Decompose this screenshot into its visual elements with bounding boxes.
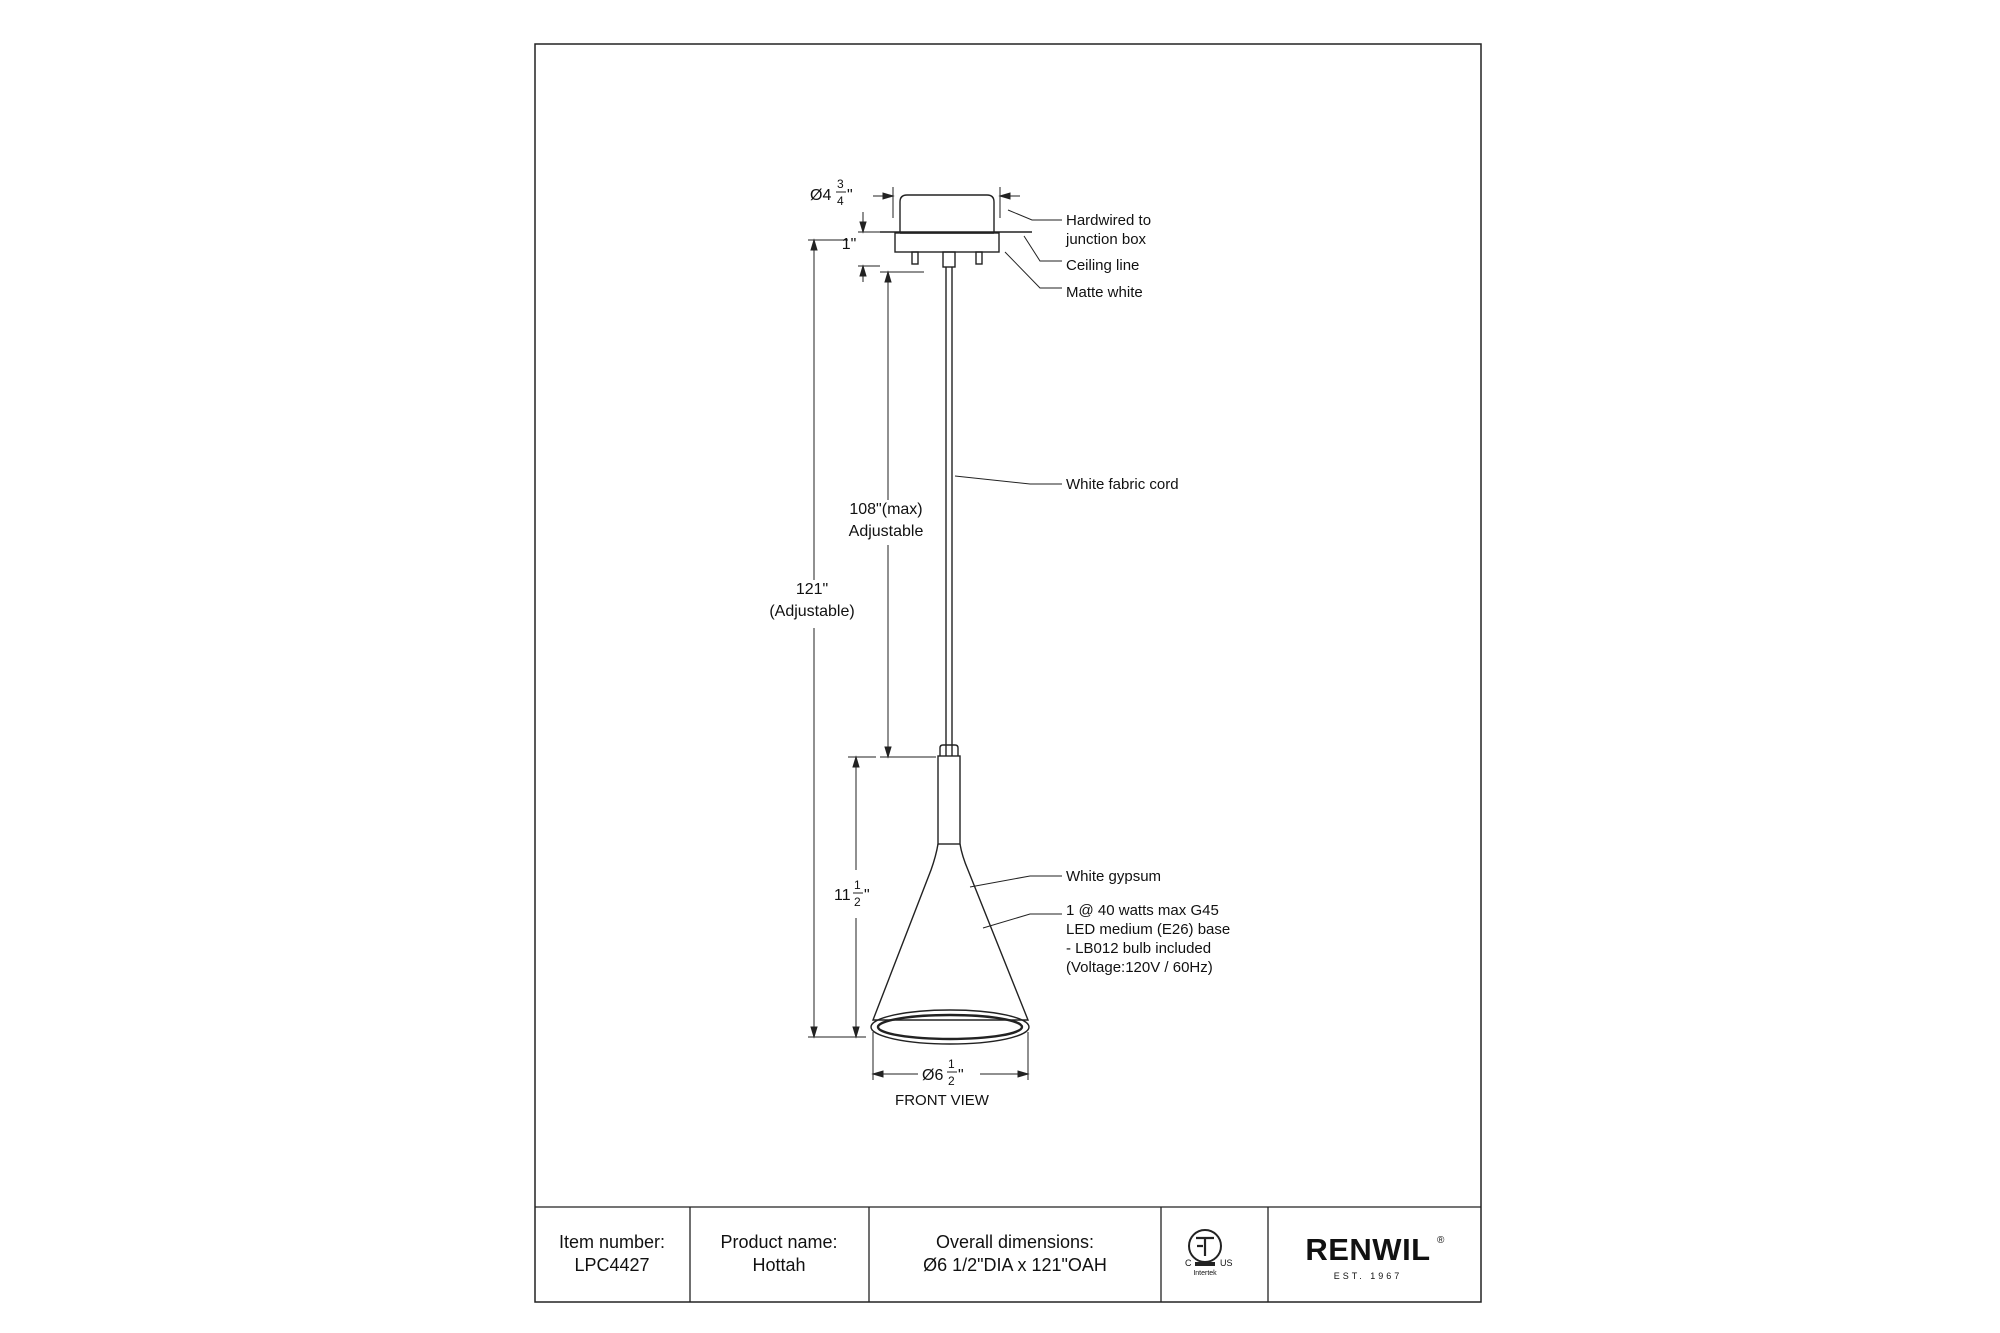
callout-bulb-line2: LED medium (E26) base xyxy=(1066,921,1231,938)
svg-text:Intertek: Intertek xyxy=(1193,1270,1217,1277)
canopy xyxy=(900,195,994,232)
dim-canopy-height: 1" xyxy=(841,236,857,253)
callout-bulb-line1: 1 @ 40 watts max G45 xyxy=(1066,902,1219,919)
dim-total-line2: (Adjustable) xyxy=(769,603,855,620)
dimension-lines xyxy=(808,187,1028,1080)
shade xyxy=(873,844,1028,1020)
callout-fabric-cord: White fabric cord xyxy=(1066,476,1179,493)
cord-grip xyxy=(943,252,955,267)
view-label: FRONT VIEW xyxy=(895,1092,989,1109)
product-name-value: Hottah xyxy=(752,1255,806,1275)
renwil-logo xyxy=(1305,1232,1445,1281)
svg-text:Ø6: Ø6 xyxy=(922,1067,944,1084)
dim-cord-length-line2: Adjustable xyxy=(848,523,924,540)
dim-shade-height xyxy=(834,878,870,909)
svg-text:C: C xyxy=(1185,1258,1192,1268)
canopy-plate xyxy=(895,233,999,252)
dim-canopy-diameter xyxy=(810,177,853,208)
fixture-drawing xyxy=(871,195,1032,1044)
product-name-label: Product name: xyxy=(720,1232,838,1252)
dim-cord-length-line1: 108"(max) xyxy=(849,501,923,518)
svg-text:": " xyxy=(864,887,870,904)
svg-text:11: 11 xyxy=(834,887,851,904)
svg-text:2: 2 xyxy=(948,1074,955,1088)
svg-text:1: 1 xyxy=(948,1057,955,1071)
shade-opening xyxy=(878,1015,1022,1039)
overall-dimensions-value: Ø6 1/2"DIA x 121"OAH xyxy=(923,1255,1107,1275)
canopy-screw-left xyxy=(912,252,918,264)
leader-lines xyxy=(955,210,1062,928)
svg-text:®: ® xyxy=(1437,1235,1445,1246)
canopy-screw-right xyxy=(976,252,982,264)
callout-matte-white: Matte white xyxy=(1066,284,1143,301)
svg-text:1: 1 xyxy=(854,878,861,892)
svg-text:": " xyxy=(958,1067,964,1084)
svg-text:US: US xyxy=(1220,1258,1233,1268)
callout-ceiling-line: Ceiling line xyxy=(1066,257,1140,274)
item-number-label: Item number: xyxy=(558,1232,666,1252)
socket-housing xyxy=(940,745,958,756)
callout-hardwired-line1: Hardwired to xyxy=(1066,212,1152,229)
etl-certification-icon xyxy=(1185,1230,1233,1277)
dim-shade-diameter xyxy=(922,1057,964,1088)
svg-text:RENWIL: RENWIL xyxy=(1305,1232,1431,1267)
item-number-value: LPC4427 xyxy=(574,1255,650,1275)
overall-dimensions-label: Overall dimensions: xyxy=(935,1232,1095,1252)
svg-text:2: 2 xyxy=(854,895,861,909)
svg-text:": " xyxy=(847,187,853,204)
callout-gypsum: White gypsum xyxy=(1066,868,1162,885)
callout-hardwired-line2: junction box xyxy=(1066,231,1147,248)
svg-text:3: 3 xyxy=(837,177,844,191)
svg-text:Ø4: Ø4 xyxy=(810,187,832,204)
callout-bulb-line3: - LB012 bulb included xyxy=(1066,940,1212,957)
svg-text:4: 4 xyxy=(837,194,844,208)
svg-text:EST. 1967: EST. 1967 xyxy=(1333,1271,1403,1281)
callout-bulb-line4: (Voltage:120V / 60Hz) xyxy=(1066,959,1213,976)
dim-total-line1: 121" xyxy=(795,581,829,598)
